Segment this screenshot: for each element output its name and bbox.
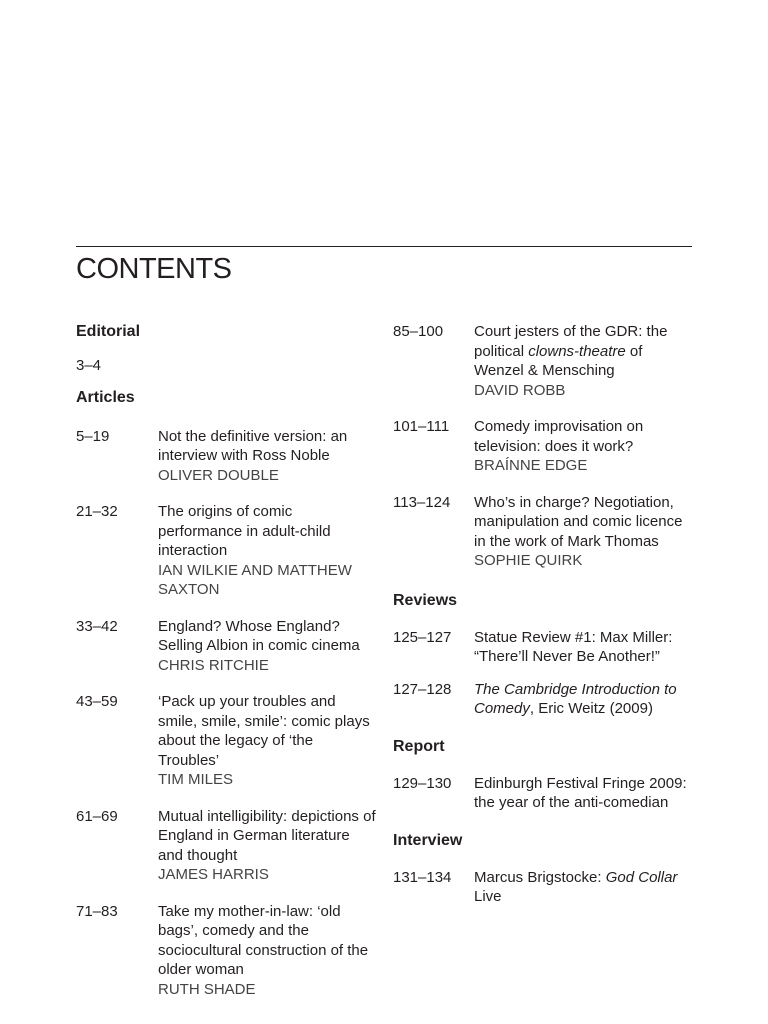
toc-entry[interactable] [76, 902, 376, 1000]
entry-pages: 85–100 [393, 323, 444, 340]
toc-entry[interactable] [76, 502, 376, 600]
entry-pages: 61–69 [76, 807, 118, 825]
toc-entry[interactable] [76, 807, 376, 885]
toc-entry[interactable] [393, 680, 693, 719]
editorial-pages: 3–4 [76, 357, 102, 374]
contents-right-column [393, 322, 693, 924]
entry-pages: 131–134 [393, 868, 452, 886]
entry-author: SOPHIE QUIRK [474, 552, 583, 569]
contents-left-column [76, 322, 376, 1016]
entry-author: OLIVER DOUBLE [158, 466, 279, 484]
entry-pages: 5–19 [76, 427, 110, 445]
section-heading-editorial: Editorial [76, 323, 141, 340]
section-heading-report: Report [393, 737, 445, 755]
entry-title: Comedy improvisation on television: does it work? [474, 418, 644, 455]
entry-author: RUTH SHADE [158, 980, 256, 998]
section-heading-articles: Articles [76, 388, 135, 406]
entry-title: The origins of comic performance in adult-child interaction [158, 503, 331, 559]
entry-author: DAVID ROBB [474, 381, 566, 399]
entry-title: Statue Review #1: Max Miller: “There’ll Never Be Another!” [474, 628, 673, 665]
toc-entry[interactable] [393, 493, 693, 571]
entry-author: CHRIS RITCHIE [158, 656, 269, 674]
page-title: CONTENTS [76, 253, 232, 285]
entry-title: Court jesters of the GDR: the political clowns-theatre of Wenzel & Mensching [474, 323, 668, 379]
toc-entry[interactable] [76, 692, 376, 790]
entry-pages: 127–128 [393, 680, 452, 698]
entry-title: Edinburgh Festival Fringe 2009: the year of the anti-comedian [474, 774, 687, 811]
section-heading-interview: Interview [393, 831, 463, 849]
entry-pages: 125–127 [393, 628, 452, 646]
entry-pages: 43–59 [76, 693, 118, 710]
toc-entry[interactable] [76, 617, 376, 676]
entry-title: England? Whose England? Selling Albion in comic cinema [158, 617, 360, 654]
entry-author: IAN WILKIE AND MATTHEW SAXTON [158, 561, 352, 598]
entry-title: Who’s in charge? Negotiation, manipulation and comic licence in the work of Mark Thomas [474, 493, 683, 550]
section-heading-reviews: Reviews [393, 591, 458, 609]
entry-title: Marcus Brigstocke: God Collar Live [474, 868, 678, 905]
toc-entry[interactable] [76, 427, 376, 486]
toc-entry[interactable] [393, 417, 693, 476]
entry-title: Mutual intelligibility: depictions of England in German literature and thought [158, 807, 376, 864]
toc-entry[interactable] [393, 868, 693, 907]
entry-title: Not the definitive version: an interview with Ross Noble [158, 427, 348, 464]
entry-pages: 129–130 [393, 774, 452, 792]
entry-pages: 101–111 [393, 418, 450, 435]
entry-author: TIM MILES [158, 771, 234, 788]
entry-title: Take my mother-in-law: ‘old bags’, comedy and the sociocultural construction of the older woman [158, 902, 369, 978]
toc-entry[interactable] [393, 322, 693, 400]
entry-author: JAMES HARRIS [158, 866, 269, 883]
entry-pages: 33–42 [76, 617, 118, 635]
top-rule [76, 246, 692, 247]
entry-title: ‘Pack up your troubles and smile, smile, smile’: comic plays about the legacy of ‘the Troubles’ [158, 693, 370, 769]
toc-entry[interactable] [393, 628, 693, 667]
entry-author: BRAÍNNE EDGE [474, 457, 588, 474]
entry-pages: 21–32 [76, 503, 118, 520]
entry-pages: 71–83 [76, 902, 118, 920]
entry-title: The Cambridge Introduction to Comedy, Eric Weitz (2009) [474, 680, 677, 717]
entry-pages: 113–124 [393, 493, 451, 511]
toc-entry[interactable] [393, 774, 693, 813]
